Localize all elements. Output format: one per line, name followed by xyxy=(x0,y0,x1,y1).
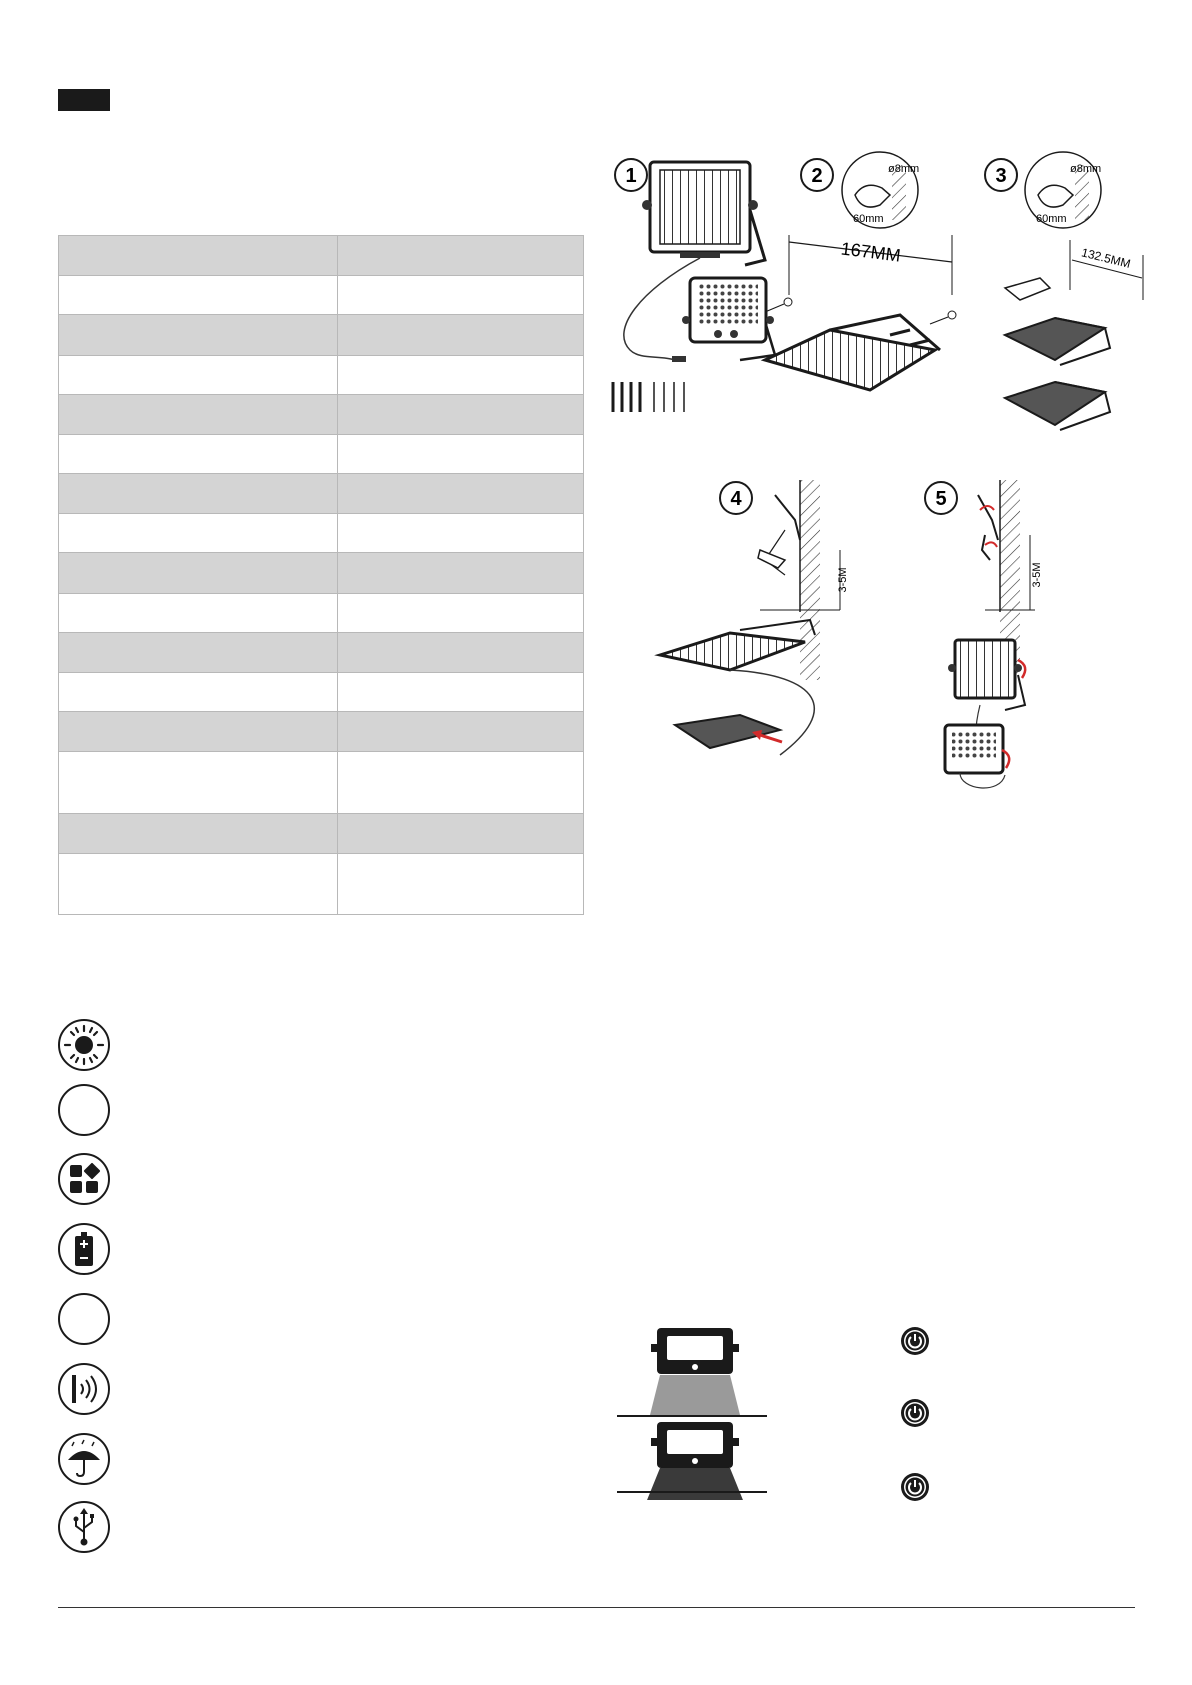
drill-diameter-label: ø8mm xyxy=(888,163,920,175)
step-4 xyxy=(660,480,849,755)
blank-circle-icon xyxy=(57,1292,111,1346)
spec-value xyxy=(338,394,584,434)
high-beam-illustration xyxy=(617,1422,767,1500)
blank-circle-icon xyxy=(57,1083,111,1137)
step-3 xyxy=(985,152,1143,430)
spec-value xyxy=(338,276,584,315)
spec-label xyxy=(59,474,338,514)
drill-depth-label: 60mm xyxy=(853,213,884,225)
umbrella-rain-icon xyxy=(57,1432,111,1486)
sun-icon xyxy=(57,1018,111,1072)
battery-icon xyxy=(57,1222,111,1276)
power-button-icon xyxy=(900,1326,930,1356)
spec-value xyxy=(338,593,584,632)
spec-table xyxy=(58,235,584,915)
step-1-number: 1 xyxy=(625,165,637,187)
step-3-number: 3 xyxy=(995,165,1007,187)
spec-label xyxy=(59,672,338,711)
power-button-icon xyxy=(900,1398,930,1428)
language-tag xyxy=(58,89,110,111)
spec-label xyxy=(59,553,338,593)
step-1 xyxy=(613,159,775,412)
spec-label xyxy=(59,514,338,553)
spec-value xyxy=(338,236,584,276)
spec-value xyxy=(338,434,584,473)
spec-label xyxy=(59,752,338,813)
spec-label xyxy=(59,712,338,752)
spec-row xyxy=(59,474,584,514)
spec-label xyxy=(59,813,338,853)
spec-value xyxy=(338,672,584,711)
drill-diameter-label-2: ø8mm xyxy=(1070,163,1102,175)
spec-row xyxy=(59,672,584,711)
spec-value xyxy=(338,853,584,914)
spec-row xyxy=(59,236,584,276)
spec-row xyxy=(59,632,584,672)
light-mode-diagram xyxy=(615,1320,775,1500)
spec-value xyxy=(338,514,584,553)
spec-value xyxy=(338,813,584,853)
spec-value xyxy=(338,632,584,672)
drill-depth-label-2: 60mm xyxy=(1036,213,1067,225)
power-button-icon xyxy=(900,1472,930,1502)
spec-value xyxy=(338,315,584,355)
step-2-number: 2 xyxy=(811,165,823,187)
spec-label xyxy=(59,355,338,394)
spec-value xyxy=(338,712,584,752)
footer-divider xyxy=(58,1607,1135,1608)
spec-row xyxy=(59,752,584,813)
apps-icon xyxy=(57,1152,111,1206)
installation-diagram xyxy=(600,150,1160,810)
spec-label xyxy=(59,434,338,473)
spec-value xyxy=(338,474,584,514)
step-4-number: 4 xyxy=(730,488,742,510)
spec-label xyxy=(59,853,338,914)
spec-row xyxy=(59,276,584,315)
step-5 xyxy=(925,480,1043,788)
spec-value xyxy=(338,355,584,394)
step-2 xyxy=(765,152,956,390)
spec-label xyxy=(59,276,338,315)
motion-sensor-icon xyxy=(57,1362,111,1416)
spec-row xyxy=(59,813,584,853)
spec-label xyxy=(59,593,338,632)
mount-height-label-5: 3-5M xyxy=(1031,562,1043,588)
spec-row xyxy=(59,514,584,553)
usb-icon xyxy=(57,1500,111,1554)
spec-row xyxy=(59,315,584,355)
spec-label xyxy=(59,236,338,276)
spacing-167-label: 167MM xyxy=(839,238,902,266)
spec-row xyxy=(59,355,584,394)
spec-label xyxy=(59,315,338,355)
spec-label xyxy=(59,394,338,434)
spec-row xyxy=(59,853,584,914)
low-beam-illustration xyxy=(617,1328,767,1416)
spec-row xyxy=(59,553,584,593)
spec-row xyxy=(59,712,584,752)
spec-label xyxy=(59,632,338,672)
spec-value xyxy=(338,752,584,813)
step-5-number: 5 xyxy=(935,488,947,510)
spec-row xyxy=(59,593,584,632)
spec-value xyxy=(338,553,584,593)
spec-row xyxy=(59,434,584,473)
spec-row xyxy=(59,394,584,434)
spacing-132-label: 132.5MM xyxy=(1080,245,1132,271)
mount-height-label-4: 3-5M xyxy=(837,567,849,593)
